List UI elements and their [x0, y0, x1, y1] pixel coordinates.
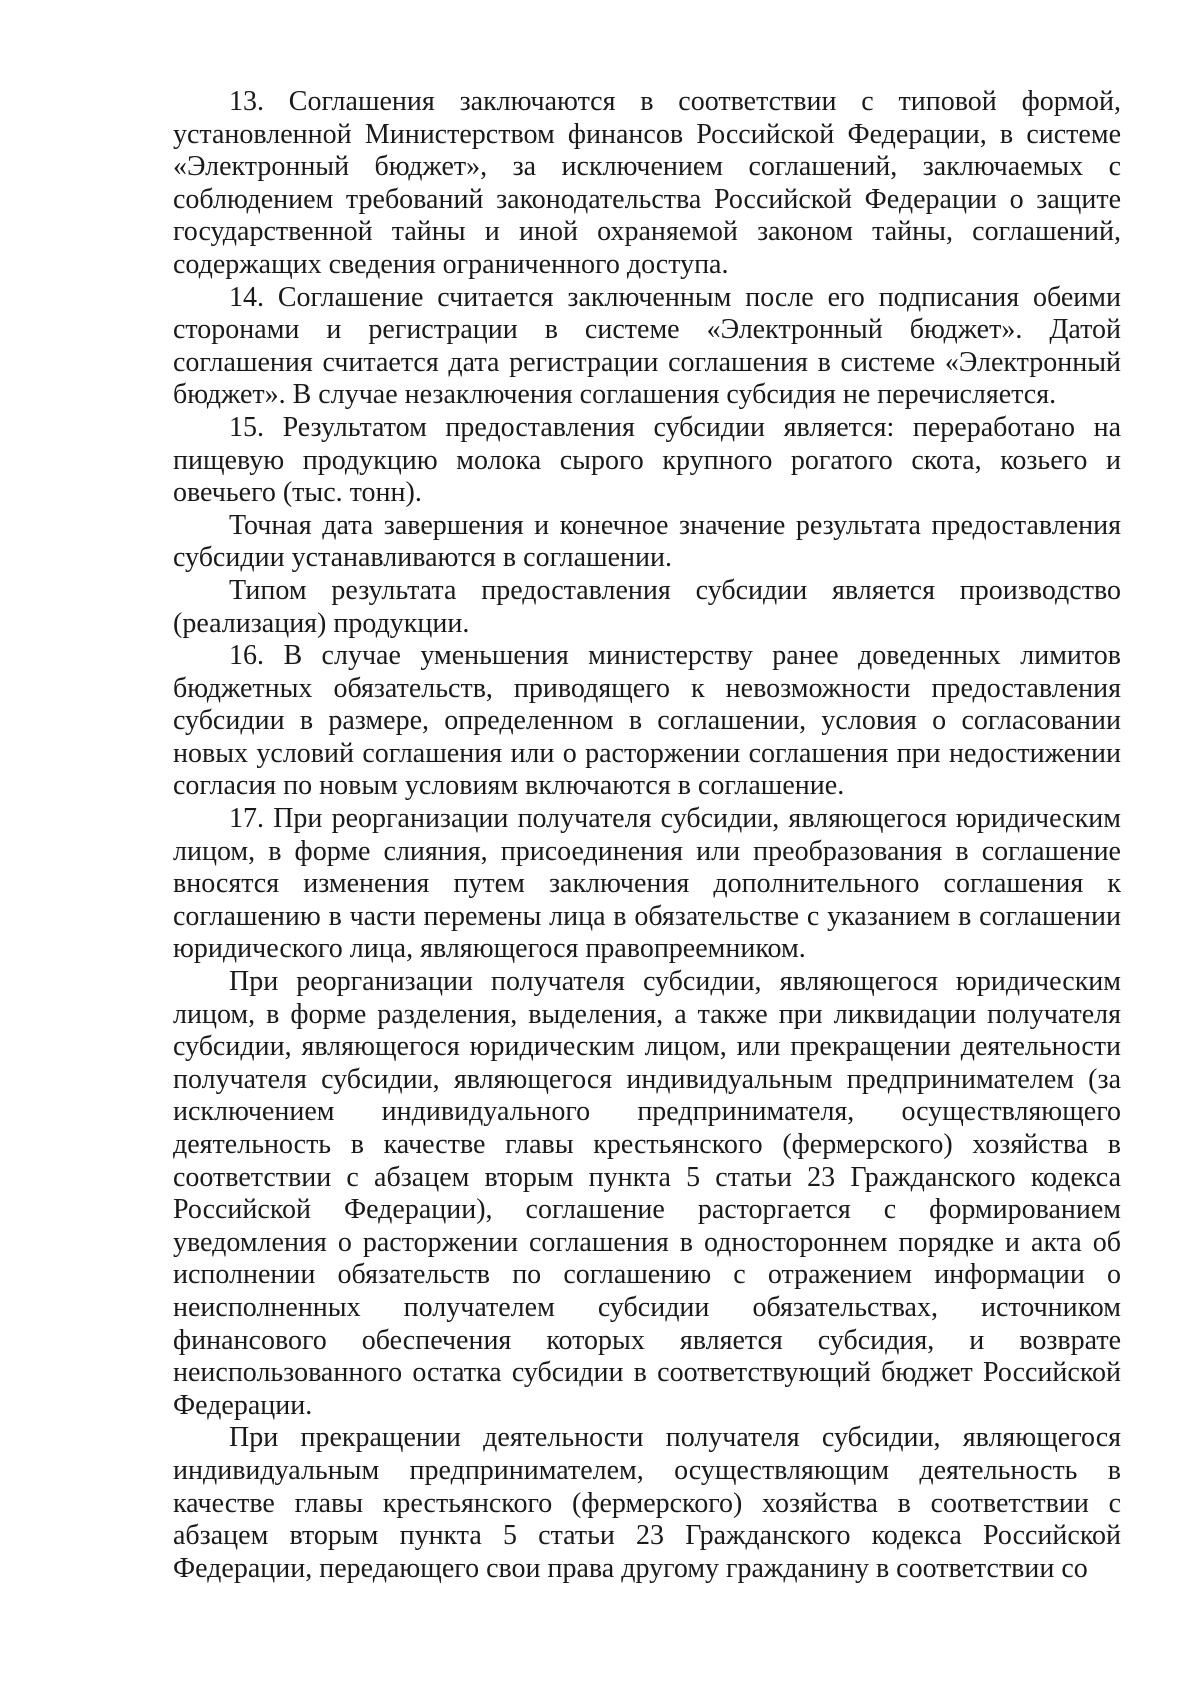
- paragraph-15: 15. Результатом предоставления субсидии является: переработано на пищевую продукцию молока сырого крупного рогатого скота, козьего и овечьего (тыс. тонн).: [173, 411, 1121, 509]
- paragraph-17-reorganization: При реорганизации получателя субсидии, являющегося юридическим лицом, в форме разделения, выделения, а также при ликвидации получателя субсидии, являющегося юридическим лицом, или прекращении деятельности получателя субсидии, являющегося индивидуальным предпринимателем (за исключением индивидуального предпринимателя, осуществляющего деятельность в качестве главы крестьянского (фермерского) хозяйства в соответствии с абзацем вторым пункта 5 статьи 23 Гражданского кодекса Российской Федерации), соглашение расторгается с формированием уведомления о расторжении соглашения в одностороннем порядке и акта об исполнении обязательств по соглашению с отражением информации о неисполненных получателем субсидии обязательствах, источником финансового обеспечения которых является субсидия, и возврате неиспользованного остатка субсидии в соответствующий бюджет Российской Федерации.: [173, 966, 1121, 1421]
- paragraph-16: 16. В случае уменьшения министерству ранее доведенных лимитов бюджетных обязательств, приводящего к невозможности предоставления субсидии в размере, определенном в соглашении, условия о согласовании новых условий соглашения или о расторжении соглашения при недостижении согласия по новым условиям включаются в соглашение.: [173, 640, 1121, 802]
- document-page: [173, 86, 1121, 1585]
- paragraph-17-termination: При прекращении деятельности получателя субсидии, являющегося индивидуальным предпринимателем, осуществляющим деятельность в качестве главы крестьянского (фермерского) хозяйства в соответствии с абзацем вторым пункта 5 статьи 23 Гражданского кодекса Российской Федерации, передающего свои права другому гражданину в соответствии со: [173, 1422, 1121, 1584]
- paragraph-15-result-date: Точная дата завершения и конечное значение результата предоставления субсидии устанавливаются в соглашении.: [173, 509, 1121, 574]
- paragraph-17: 17. При реорганизации получателя субсидии, являющегося юридическим лицом, в форме слияния, присоединения или преобразования в соглашение вносятся изменения путем заключения дополнительного соглашения к соглашению в части перемены лица в обязательстве с указанием в соглашении юридического лица, являющегося правопреемником.: [173, 803, 1121, 965]
- paragraph-15-result-type: Типом результата предоставления субсидии является производство (реализация) продукции.: [173, 574, 1121, 639]
- paragraph-14: 14. Соглашение считается заключенным после его подписания обеими сторонами и регистрации в системе «Электронный бюджет». Датой соглашения считается дата регистрации соглашения в системе «Электронный бюджет». В случае незаключения соглашения субсидия не перечисляется.: [173, 281, 1121, 411]
- paragraph-13: 13. Соглашения заключаются в соответствии с типовой формой, установленной Министерством финансов Российской Федерации, в системе «Электронный бюджет», за исключением соглашений, заключаемых с соблюдением требований законодательства Российской Федерации о защите государственной тайны и иной охраняемой законом тайны, соглашений, содержащих сведения ограниченного доступа.: [173, 86, 1121, 280]
